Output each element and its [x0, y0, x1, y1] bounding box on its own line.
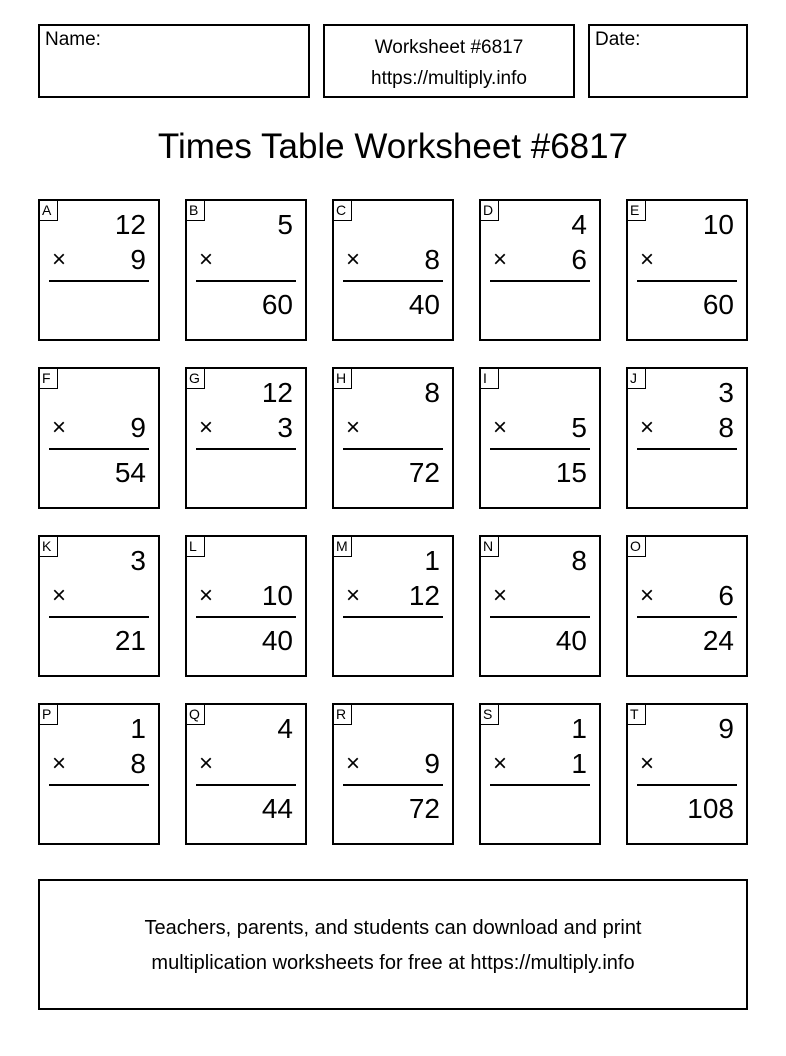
multiplier: 8	[718, 412, 734, 443]
multiply-sign: ×	[52, 414, 67, 441]
date-label: Date:	[595, 29, 641, 50]
problem-card-k	[38, 535, 160, 677]
problem-card-r	[332, 703, 454, 845]
problem-card-t	[626, 703, 748, 845]
problem-card-f	[38, 367, 160, 509]
multiplicand: 8	[571, 545, 587, 576]
multiply-sign: ×	[52, 582, 67, 609]
multiplier: 9	[130, 412, 146, 443]
multiply-sign: ×	[346, 246, 361, 273]
problem-label: H	[332, 367, 352, 389]
multiplier: 10	[261, 580, 293, 611]
date-field-box	[588, 24, 748, 98]
problem-card-d	[479, 199, 601, 341]
answer-line	[637, 280, 737, 282]
problem-label: I	[479, 367, 499, 389]
problem-card-i	[479, 367, 601, 509]
product: 108	[687, 793, 734, 824]
product: 72	[408, 457, 440, 488]
problem-label: G	[185, 367, 205, 389]
multiplicand: 1	[571, 713, 587, 744]
problem-card-o	[626, 535, 748, 677]
product: 72	[408, 793, 440, 824]
problem-label: P	[38, 703, 58, 725]
multiply-sign: ×	[199, 414, 214, 441]
multiply-sign: ×	[640, 414, 655, 441]
problem-label: O	[626, 535, 646, 557]
footer-box	[38, 879, 748, 1010]
multiplicand: 8	[424, 377, 440, 408]
problem-card-n	[479, 535, 601, 677]
answer-line	[490, 784, 590, 786]
product: 24	[702, 625, 734, 656]
answer-line	[49, 448, 149, 450]
multiply-sign: ×	[52, 750, 67, 777]
problem-card-l	[185, 535, 307, 677]
multiplicand: 3	[130, 545, 146, 576]
problem-card-q	[185, 703, 307, 845]
answer-line	[343, 616, 443, 618]
multiply-sign: ×	[346, 414, 361, 441]
product: 40	[555, 625, 587, 656]
site-url: https://multiply.info	[371, 68, 527, 89]
multiply-sign: ×	[199, 582, 214, 609]
problem-card-g	[185, 367, 307, 509]
worksheet-number: Worksheet #6817	[374, 37, 524, 58]
problem-card-m	[332, 535, 454, 677]
problem-card-j	[626, 367, 748, 509]
multiply-sign: ×	[199, 246, 214, 273]
problem-label: F	[38, 367, 58, 389]
multiplier: 9	[130, 244, 146, 275]
multiplier: 8	[424, 244, 440, 275]
product: 21	[114, 625, 146, 656]
problem-label: Q	[185, 703, 205, 725]
answer-line	[49, 784, 149, 786]
answer-line	[343, 280, 443, 282]
multiplicand: 10	[702, 209, 734, 240]
product: 60	[261, 289, 293, 320]
problem-label: J	[626, 367, 646, 389]
multiplicand: 12	[114, 209, 146, 240]
problem-label: A	[38, 199, 58, 221]
product: 60	[702, 289, 734, 320]
multiply-sign: ×	[640, 750, 655, 777]
answer-line	[196, 784, 296, 786]
problem-label: M	[332, 535, 352, 557]
problem-label: N	[479, 535, 499, 557]
product: 15	[555, 457, 587, 488]
multiply-sign: ×	[346, 582, 361, 609]
multiplier: 8	[130, 748, 146, 779]
multiplicand: 12	[261, 377, 293, 408]
problem-label: S	[479, 703, 499, 725]
multiplier: 5	[571, 412, 587, 443]
multiplicand: 1	[130, 713, 146, 744]
answer-line	[196, 280, 296, 282]
product: 40	[408, 289, 440, 320]
problem-grid	[38, 199, 750, 845]
problem-label: T	[626, 703, 646, 725]
multiply-sign: ×	[199, 750, 214, 777]
problem-label: K	[38, 535, 58, 557]
problem-card-p	[38, 703, 160, 845]
problem-label: E	[626, 199, 646, 221]
problem-card-e	[626, 199, 748, 341]
footer-line-2: multiplication worksheets for free at https://multiply.info	[151, 952, 635, 974]
multiply-sign: ×	[640, 582, 655, 609]
multiplicand: 1	[424, 545, 440, 576]
answer-line	[637, 448, 737, 450]
multiply-sign: ×	[493, 750, 508, 777]
answer-line	[490, 280, 590, 282]
answer-line	[343, 448, 443, 450]
name-field-box	[38, 24, 310, 98]
name-label: Name:	[45, 29, 101, 50]
problem-card-b	[185, 199, 307, 341]
product: 54	[114, 457, 146, 488]
multiplicand: 4	[277, 713, 293, 744]
multiply-sign: ×	[493, 246, 508, 273]
multiplier: 6	[571, 244, 587, 275]
footer-line-1: Teachers, parents, and students can download and print	[144, 917, 642, 939]
multiply-sign: ×	[640, 246, 655, 273]
multiply-sign: ×	[52, 246, 67, 273]
worksheet-info-box	[323, 24, 575, 98]
multiplier: 6	[718, 580, 734, 611]
answer-line	[490, 616, 590, 618]
problem-card-s	[479, 703, 601, 845]
page-title: Times Table Worksheet #6817	[157, 127, 629, 166]
multiply-sign: ×	[493, 414, 508, 441]
problem-label: B	[185, 199, 205, 221]
answer-line	[196, 448, 296, 450]
multiplier: 1	[571, 748, 587, 779]
problem-card-h	[332, 367, 454, 509]
problem-label: R	[332, 703, 352, 725]
answer-line	[49, 280, 149, 282]
multiplier: 12	[408, 580, 440, 611]
product: 40	[261, 625, 293, 656]
problem-card-c	[332, 199, 454, 341]
problem-label: C	[332, 199, 352, 221]
multiplicand: 3	[718, 377, 734, 408]
multiplicand: 9	[718, 713, 734, 744]
answer-line	[637, 616, 737, 618]
answer-line	[49, 616, 149, 618]
multiplicand: 5	[277, 209, 293, 240]
problem-label: D	[479, 199, 499, 221]
multiply-sign: ×	[493, 582, 508, 609]
answer-line	[637, 784, 737, 786]
product: 44	[261, 793, 293, 824]
multiplier: 9	[424, 748, 440, 779]
answer-line	[196, 616, 296, 618]
answer-line	[490, 448, 590, 450]
multiply-sign: ×	[346, 750, 361, 777]
problem-label: L	[185, 535, 205, 557]
problem-card-a	[38, 199, 160, 341]
multiplier: 3	[277, 412, 293, 443]
multiplicand: 4	[571, 209, 587, 240]
answer-line	[343, 784, 443, 786]
